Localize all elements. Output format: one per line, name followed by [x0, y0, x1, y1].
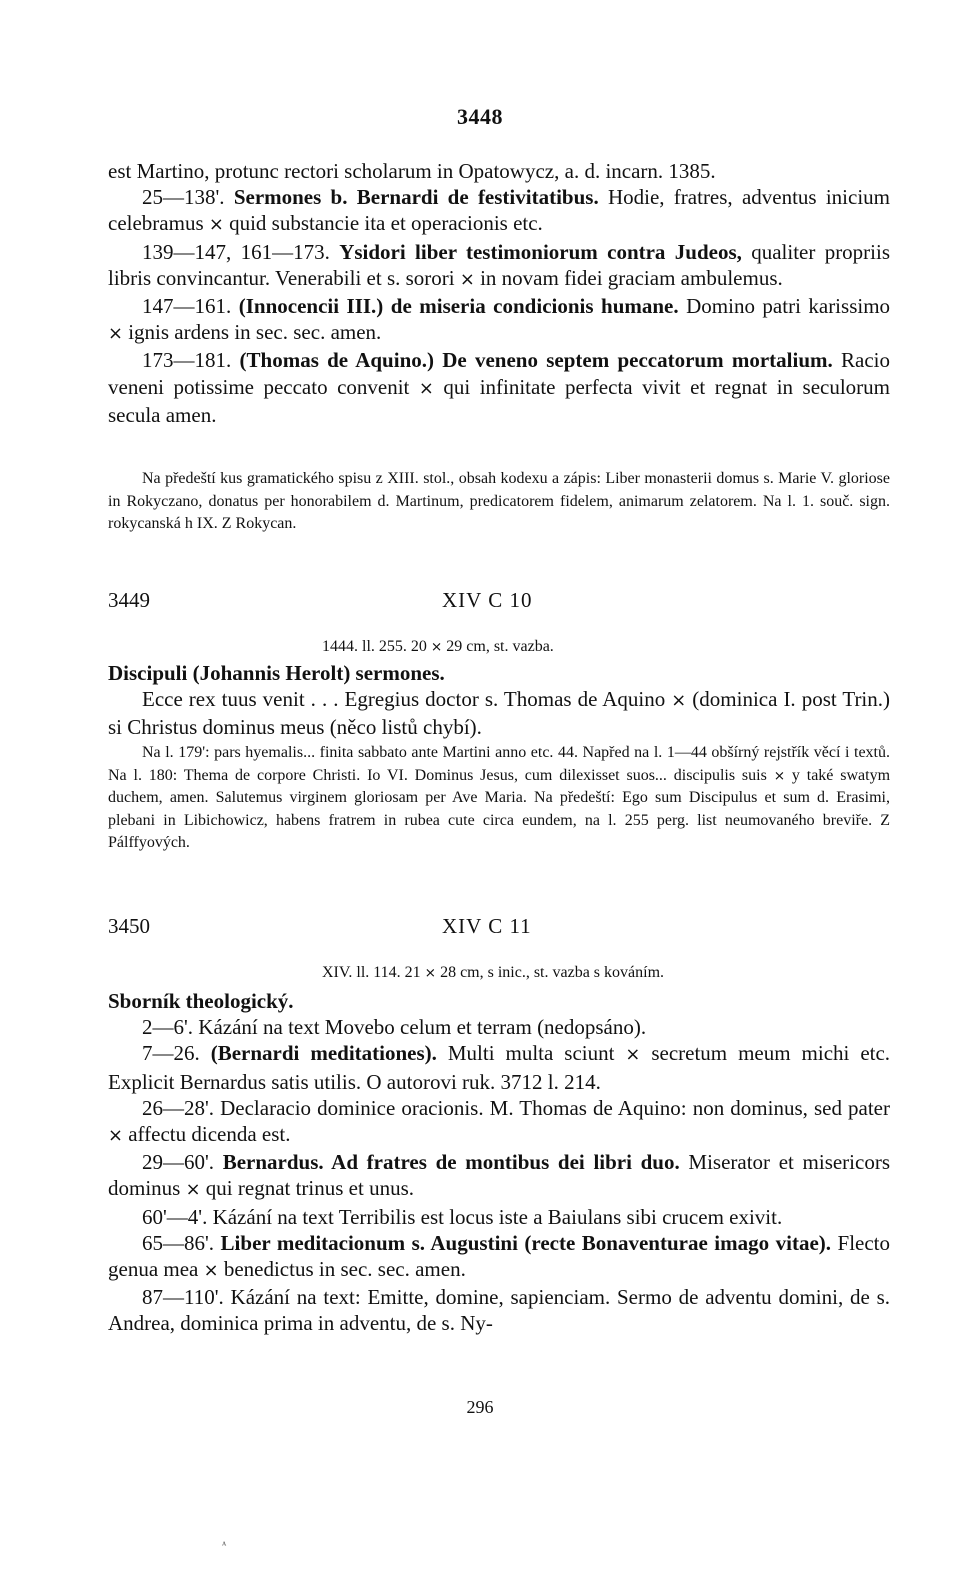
paragraph	[108, 1040, 890, 1094]
text-fragment: 28 cm, s inic., st. vazba s kováním.	[440, 964, 665, 981]
entry-3449-body	[108, 660, 890, 741]
entry-title: Sborník theologický.	[108, 989, 294, 1013]
text-fragment: 147—161.	[142, 294, 232, 319]
text-fragment: XIV. ll. 114. 21	[322, 964, 421, 981]
paragraph	[108, 347, 890, 428]
text-fragment: Kázání na text: Emitte, domine, sapienciam. Sermo de adventu domini, de s. Andrea, dominica prima in adventu, de s. Ny-	[108, 1285, 890, 1336]
text-fragment: Bernardus. Ad fratres de montibus dei libri duo.	[222, 1150, 680, 1175]
omission-cross-icon: ×	[671, 690, 687, 712]
text-fragment: Liber meditacionum s. Augustini (recte Bonaventurae imago vitae).	[220, 1230, 832, 1255]
omission-cross-icon: ×	[203, 1260, 219, 1282]
text-fragment: Na l. 179': pars hyemalis... finita sabbato ante Martini anno etc. 44. Napřed na l. 1—44 obšírný rejstřík věcí i textů. Na l. 180: Thema de corpore Christi. Io VI. Dominus Jesus, cum dilexisset suos... discipulis suis	[108, 744, 890, 784]
text-fragment: benedictus in sec. sec. amen.	[223, 1257, 466, 1282]
text-fragment: quid substancie ita et operacionis etc.	[229, 211, 543, 236]
text-fragment: Miserator et misericors dominus	[108, 1150, 890, 1201]
omission-cross-icon: ×	[625, 1044, 641, 1066]
text-fragment: (dominica I. post Trin.) si Christus dominus meus (něco listů chybí).	[108, 687, 891, 740]
text-fragment: y také swatym duchem, amen. Salutemus virginem gloriosam per Ave Maria. Na předeští: Ego sum Discipulus et sum d. Erasimi, plebani in Libichowicz, habens fratrem in rubea cute circa eundem, na l. 255 perg. list neumovaného breviře. Z Pálffyových.	[108, 766, 891, 851]
stray-mark: ᴬ	[222, 1540, 227, 1551]
text-fragment: 29—60'.	[142, 1150, 215, 1175]
text-fragment: affectu dicenda est.	[128, 1122, 291, 1147]
omission-cross-icon: ×	[424, 965, 437, 981]
running-head: 3448	[457, 104, 503, 129]
physical-description	[108, 962, 890, 984]
paragraph	[108, 686, 890, 740]
text-fragment: Multi multa sciunt	[447, 1041, 615, 1066]
text-fragment: Domino patri karissimo	[686, 294, 891, 319]
omission-cross-icon: ×	[418, 377, 434, 399]
paragraph	[108, 158, 890, 184]
physical-description	[108, 636, 890, 658]
shelf-signature: XIV C 10	[442, 588, 533, 612]
paragraph	[108, 1284, 890, 1336]
text-fragment: 25—138'.	[142, 185, 225, 210]
text-fragment: (Innocencii III.) de miseria condicionis humane.	[238, 294, 679, 319]
text-fragment: 65—86'.	[142, 1230, 215, 1255]
entry-3448-note	[108, 468, 890, 536]
paragraph	[108, 1230, 890, 1284]
paragraph: 60'—4'. Kázání na text Terribilis est locus iste a Baiulans sibi crucem exivit.	[142, 1204, 783, 1229]
omission-cross-icon: ×	[108, 323, 123, 345]
entry-title: Discipuli (Johannis Herolt) sermones.	[108, 661, 445, 685]
paragraph	[108, 293, 890, 347]
entry-3450-header	[108, 914, 890, 944]
text-fragment: (Bernardi meditationes).	[210, 1041, 437, 1066]
paragraph	[108, 239, 890, 293]
paragraph	[108, 184, 890, 238]
entry-3449-header	[108, 588, 890, 618]
omission-cross-icon: ×	[185, 1179, 201, 1201]
entry-number: 3450	[108, 914, 150, 938]
text-fragment: (Thomas de Aquino.) De veneno septem peccatorum mortalium.	[239, 348, 833, 373]
omission-cross-icon: ×	[208, 214, 224, 236]
paragraph	[108, 1149, 890, 1203]
text-fragment: qui regnat trinus et unus.	[205, 1176, 415, 1201]
text-fragment: 1444. ll. 255. 20	[322, 638, 427, 655]
entry-3448-continuation	[108, 158, 890, 428]
text-fragment: Sermones b. Bernardi de festivitatibus.	[233, 185, 599, 210]
text-fragment: ignis ardens in sec. sec. amen.	[128, 320, 382, 345]
page-number: 296	[466, 1397, 494, 1417]
text-fragment: 29 cm, st. vazba.	[446, 638, 554, 655]
text-fragment: qualiter propriis libris convincantur. Venerabili et s. sorori	[108, 239, 891, 290]
omission-cross-icon: ×	[459, 268, 475, 290]
text-fragment: Ysidori liber testimoniorum contra Judeos,	[339, 239, 742, 264]
paragraph: 2—6'. Kázání na text Movebo celum et terram (nedopsáno).	[142, 1015, 647, 1040]
text-fragment: Hodie, fratres, adventus inicium celebramus	[108, 185, 891, 236]
text-fragment: 7—26.	[142, 1041, 200, 1066]
paragraph	[108, 1095, 890, 1149]
text-fragment: qui infinitate perfecta vivit et regnat in seculorum secula amen.	[108, 374, 891, 427]
entry-3450-body	[108, 988, 890, 1337]
text-fragment: secretum meum michi etc. Explicit Bernardus satis utilis. O autorovi ruk. 3712 l. 214.	[108, 1041, 891, 1094]
text-fragment: est Martino, protunc rectori scholarum in Opatowycz, a. d. incarn. 1385.	[108, 159, 716, 183]
text-fragment: Na předeští kus gramatického spisu z XIII. stol., obsah kodexu a zápis: Liber monasterii domus s. Marie V. gloriose in Rokyczano, donatus per honorabilem d. Martinum, predicatorem fidelem, animarum zelatorem. Na l. 1. souč. sign. rokycanská h IX. Z Rokycan.	[108, 470, 890, 532]
text-fragment: 139—147, 161—173.	[142, 239, 330, 264]
shelf-signature: XIV C 11	[442, 914, 532, 938]
omission-cross-icon: ×	[773, 767, 786, 784]
text-fragment: Flecto genua mea	[108, 1230, 891, 1282]
text-fragment: in novam fidei graciam ambulemus.	[480, 265, 783, 290]
entry-number: 3449	[108, 588, 150, 612]
text-fragment: Ecce rex tuus venit . . . Egregius doctor s. Thomas de Aquino	[142, 687, 666, 712]
text-fragment: Racio veneni potissime peccato convenit	[108, 348, 891, 399]
text-fragment: 87—110'.	[142, 1285, 224, 1310]
omission-cross-icon: ×	[430, 639, 443, 655]
omission-cross-icon: ×	[108, 1125, 123, 1147]
entry-3449-note	[108, 742, 890, 855]
text-fragment: 26—28'. Declaracio dominice oracionis. M. Thomas de Aquino: non dominus, sed pater	[142, 1095, 890, 1120]
text-fragment: 173—181.	[142, 348, 232, 373]
